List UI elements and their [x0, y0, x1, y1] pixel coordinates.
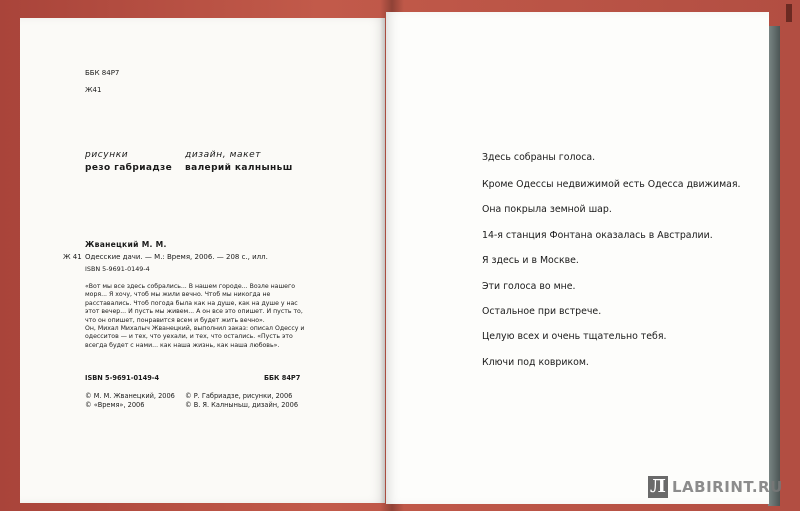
catalog-author: Жванецкий М. М.	[85, 240, 167, 249]
annotation-paragraph: «Вот мы все здесь собрались... В нашем городе... Возле нашего моря... Я хочу, чтоб мы жили вечно. Чтоб мы никогда не расставались. Чтоб погода была как на душе, как на душе у нас этот вечер... И пусть мы живем... А он все это опишет. И пусть то, что он опишет, понравится всем и будет жить вечно».	[85, 283, 303, 324]
text-line: Здесь собраны голоса.	[482, 152, 596, 163]
text-line: Остальное при встрече.	[482, 306, 602, 317]
annotation	[85, 283, 307, 350]
credit-design-label: дизайн, макет	[185, 150, 262, 160]
text-line: Эти голоса во мне.	[482, 281, 576, 292]
isbn-bold: ISBN 5-9691-0149-4	[85, 374, 160, 382]
watermark-text: LABIRINT.RU	[672, 478, 783, 496]
catalog-isbn: ISBN 5-9691-0149-4	[85, 265, 150, 273]
page-block-edge	[768, 26, 780, 506]
text-line: Кроме Одессы недвижимой есть Одесса движимая.	[482, 179, 741, 190]
bbk-bold: ББК 84Р7	[264, 374, 301, 382]
annotation-paragraph: Он, Михал Михалыч Жванецкий, выполнил заказ: описал Одессу и одесситов — и тех, что уехали, и тех, что остались. «Пусть это всегда будет с нами... как наша жизнь, как наша любовь».	[85, 325, 305, 349]
labirint-logo-icon: Л	[648, 476, 668, 498]
bbk-code: ББК 84Р7	[85, 69, 120, 77]
copyright-line: © «Время», 2006	[85, 401, 145, 410]
bookmark-ribbon	[786, 4, 792, 22]
copyright-line: © Р. Габриадзе, рисунки, 2006	[185, 392, 293, 400]
author-mark: Ж41	[85, 86, 102, 94]
text-line: 14-я станция Фонтана оказалась в Австралии.	[482, 230, 713, 241]
watermark-logo	[648, 476, 783, 498]
catalog-mark: Ж 41	[63, 253, 82, 261]
credit-drawings-name: резо габриадзе	[85, 163, 173, 173]
credit-design-name: валерий калныньш	[185, 163, 293, 173]
text-line: Целую всех и очень тщательно тебя.	[482, 331, 667, 342]
copyright-line: © В. Я. Калныньш, дизайн, 2006	[185, 401, 299, 410]
copyrights-left	[85, 392, 175, 411]
text-line: Ключи под ковриком.	[482, 357, 589, 368]
text-line: Она покрыла земной шар.	[482, 204, 612, 215]
catalog-title: Одесские дачи. — М.: Время, 2006. — 208 с., илл.	[85, 253, 268, 261]
copyright-line: © М. М. Жванецкий, 2006	[85, 392, 175, 400]
copyrights-right	[185, 392, 298, 411]
text-line: Я здесь и в Москве.	[482, 255, 579, 266]
credit-drawings-label: рисунки	[85, 150, 129, 160]
